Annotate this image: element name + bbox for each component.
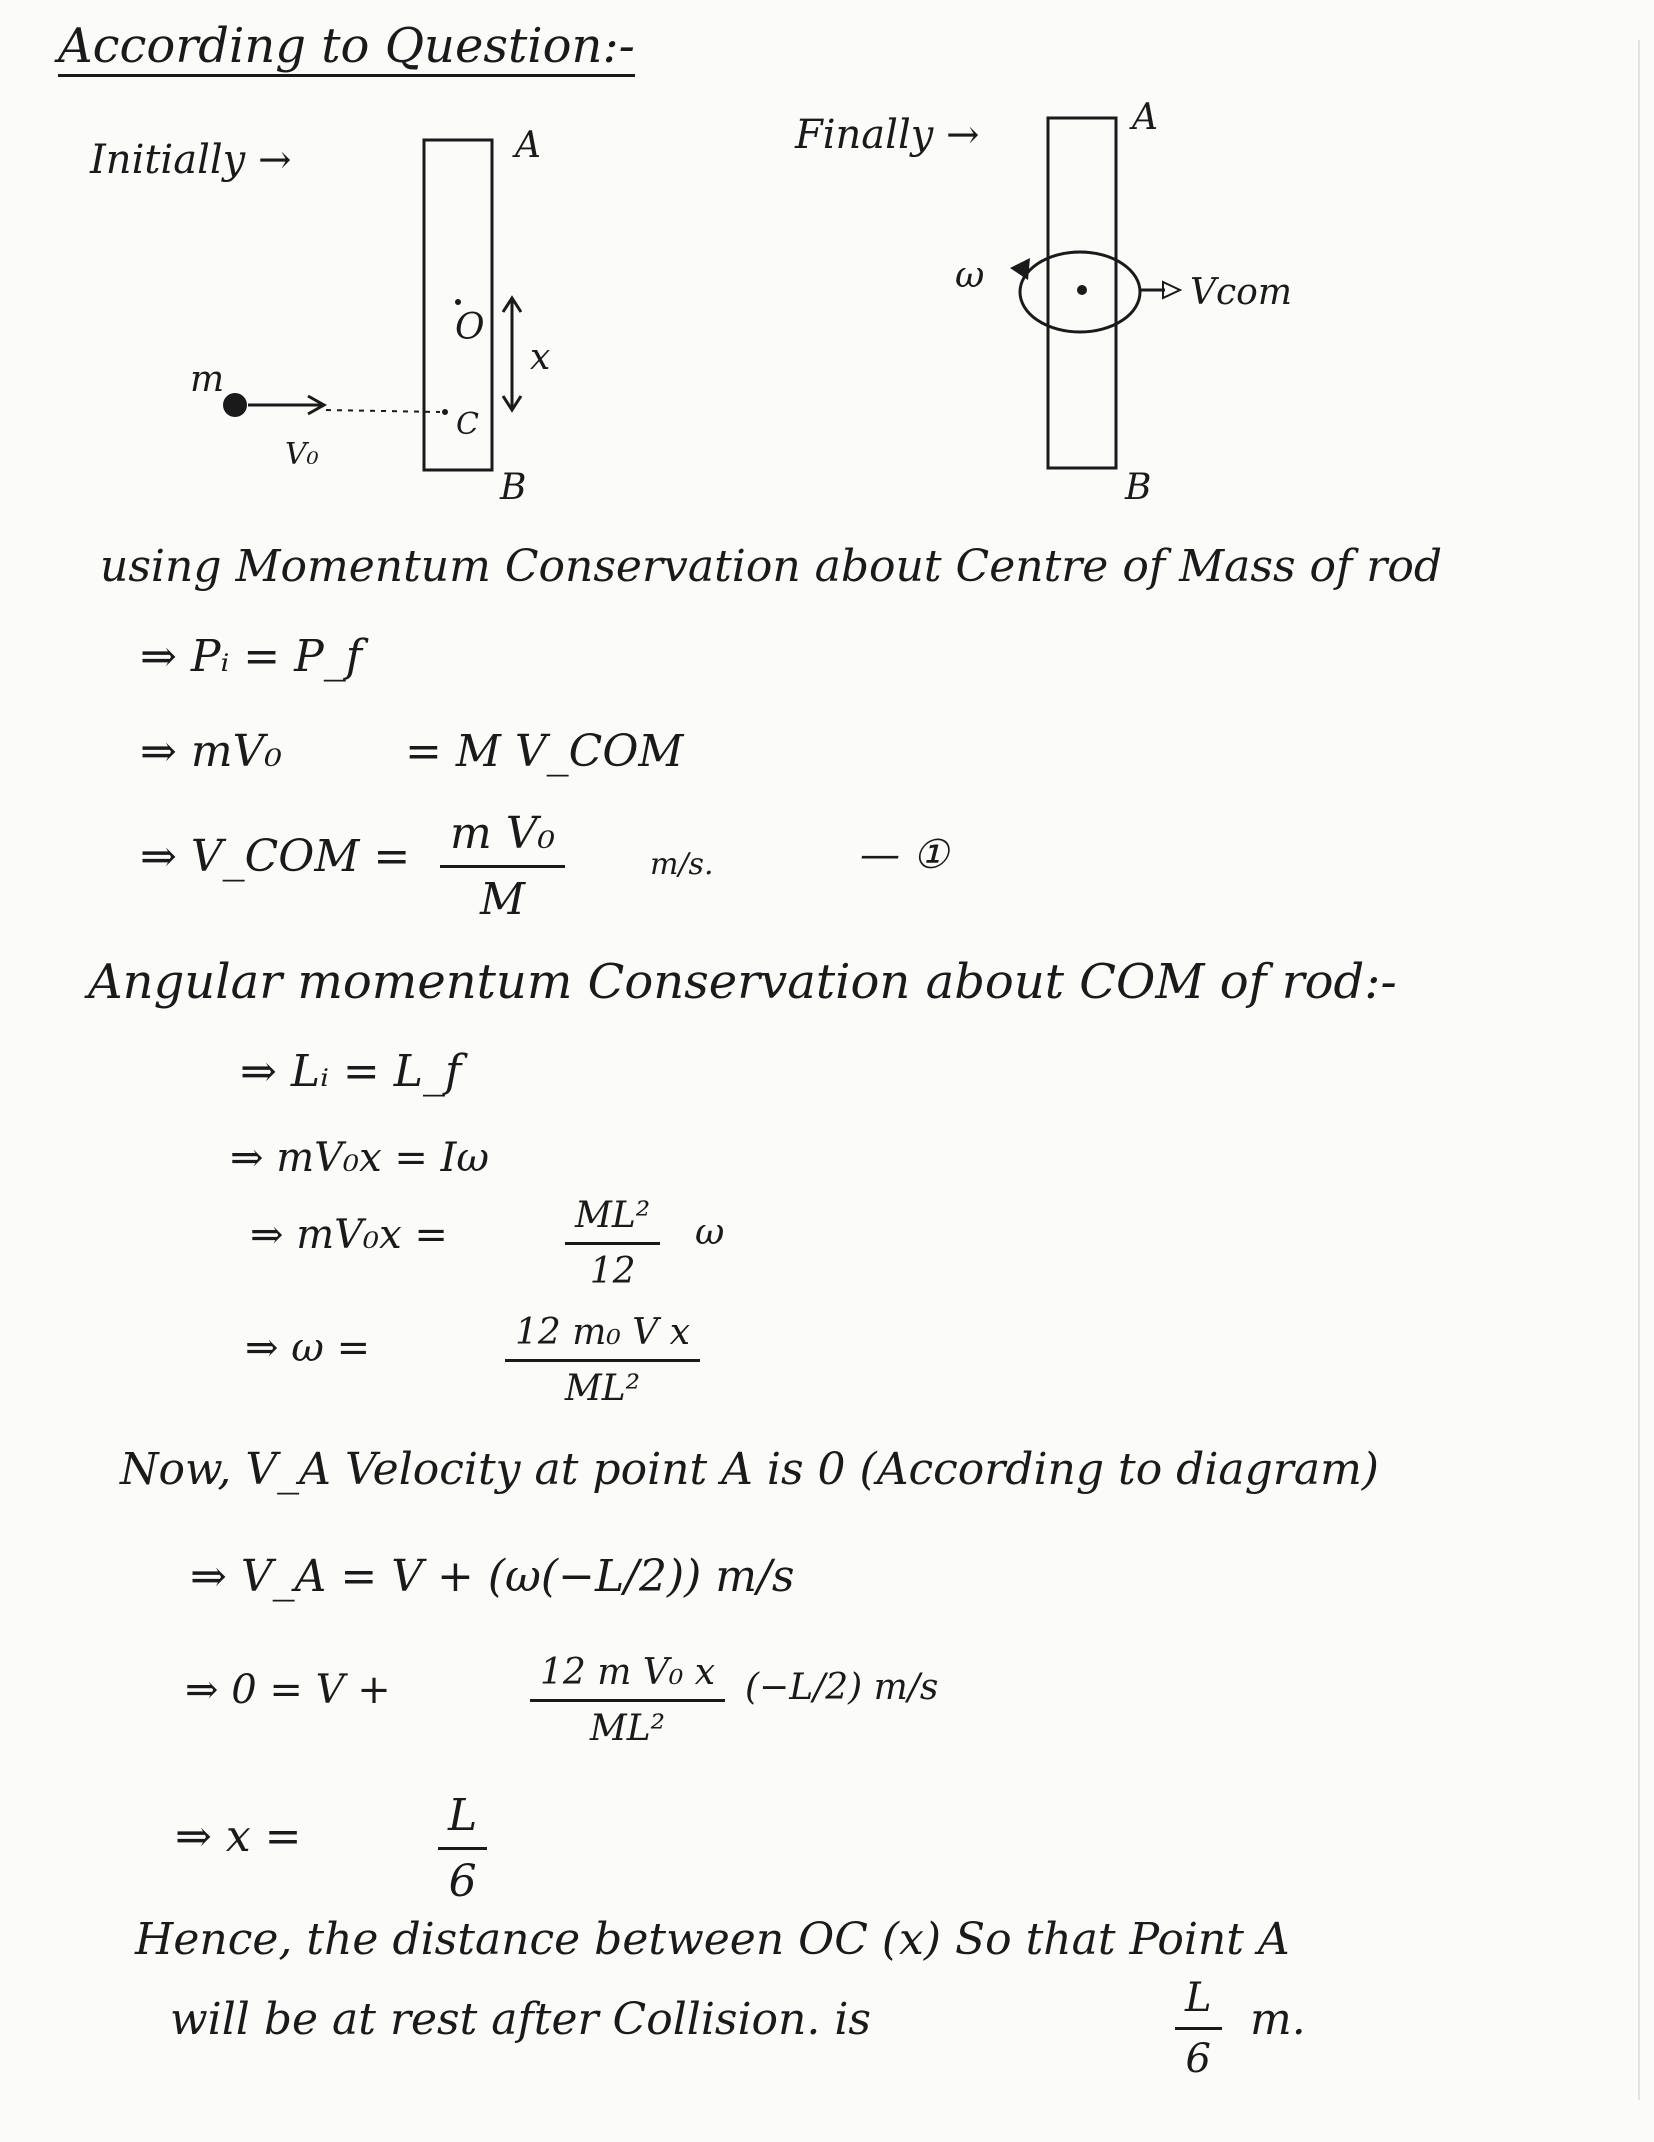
x-numerator: L [438, 1790, 487, 1850]
x-fraction [438, 1790, 487, 1907]
vcom-unit: m/s. [650, 847, 714, 882]
page-heading: According to Question:- [58, 22, 635, 77]
finally-label: Finally → [795, 112, 980, 158]
momentum-step-1: ⇒ Pᵢ = P_f [140, 631, 363, 682]
velocity-fraction [530, 1652, 725, 1749]
initially-label: Initially → [90, 137, 292, 183]
final-point-b: B [1125, 467, 1152, 508]
conclusion-line-1: Hence, the distance between OC (x) So that Point A [135, 1914, 1290, 1965]
vcom-numerator: m V₀ [440, 808, 565, 868]
angular-step-1: ⇒ Lᵢ = L_f [240, 1046, 462, 1097]
omega-arrowhead [1010, 258, 1030, 280]
inertia-denominator: 12 [589, 1251, 636, 1292]
angular-step-3-lhs: ⇒ mV₀x = [250, 1212, 448, 1258]
equation-tag: — ① [860, 832, 949, 878]
omega-label: ω [955, 255, 985, 296]
inertia-fraction [565, 1195, 660, 1292]
angular-title: Angular momentum Conservation about COM of rod:- [88, 954, 1397, 1010]
momentum-title: using Momentum Conservation about Centre of Mass of rod [100, 541, 1442, 592]
velocity-step-1: ⇒ V_A = V + (ω(−L/2)) m/s [190, 1551, 795, 1602]
conclusion-numerator: L [1175, 1975, 1222, 2030]
mass-label: m [190, 359, 225, 400]
point-o-label: O [455, 307, 485, 348]
final-point-a: A [1132, 97, 1158, 138]
momentum-step-3-lhs: ⇒ V_COM = [140, 831, 411, 882]
angular-step-2: ⇒ mV₀x = Iω [230, 1135, 490, 1181]
initial-point-b: B [500, 467, 527, 508]
vcom-denominator: M [480, 874, 526, 925]
vcom-arrowhead [1163, 282, 1180, 298]
velocity-denominator: ML² [589, 1708, 666, 1749]
omega-numerator: 12 m₀ V x [505, 1312, 700, 1362]
momentum-step-2-lhs: ⇒ mV₀ [140, 726, 282, 777]
velocity-step-2-lhs: ⇒ 0 = V + [185, 1667, 391, 1713]
v0-label: V₀ [285, 437, 319, 472]
angular-step-4-lhs: ⇒ ω = [245, 1325, 371, 1371]
point-c-label: C [456, 407, 479, 442]
mass-ball [223, 393, 247, 417]
initial-point-a: A [515, 125, 541, 166]
velocity-step-3-lhs: ⇒ x = [175, 1811, 302, 1862]
vcom-fraction [440, 808, 565, 925]
rod-diagram [0, 0, 1654, 560]
inertia-numerator: ML² [565, 1195, 660, 1245]
point-c-dot [442, 409, 448, 415]
omega-fraction [505, 1312, 700, 1409]
com-dot [1077, 285, 1087, 295]
point-o-dot [455, 299, 461, 305]
vcom-label: Vcom [1190, 272, 1292, 313]
velocity-title: Now, V_A Velocity at point A is 0 (According to diagram) [120, 1444, 1379, 1495]
conclusion-fraction [1175, 1975, 1222, 2082]
velocity-step-2-tail: (−L/2) m/s [745, 1667, 939, 1708]
conclusion-denominator: 6 [1185, 2036, 1211, 2082]
conclusion-line-2: will be at rest after Collision. is [170, 1994, 872, 2045]
x-denominator: 6 [448, 1856, 477, 1907]
velocity-numerator: 12 m V₀ x [530, 1652, 725, 1702]
momentum-step-2-rhs: = M V_COM [405, 726, 684, 777]
inertia-omega: ω [695, 1212, 725, 1253]
omega-denominator: ML² [564, 1368, 641, 1409]
x-label: x [530, 337, 551, 378]
conclusion-unit: m. [1250, 1994, 1306, 2045]
